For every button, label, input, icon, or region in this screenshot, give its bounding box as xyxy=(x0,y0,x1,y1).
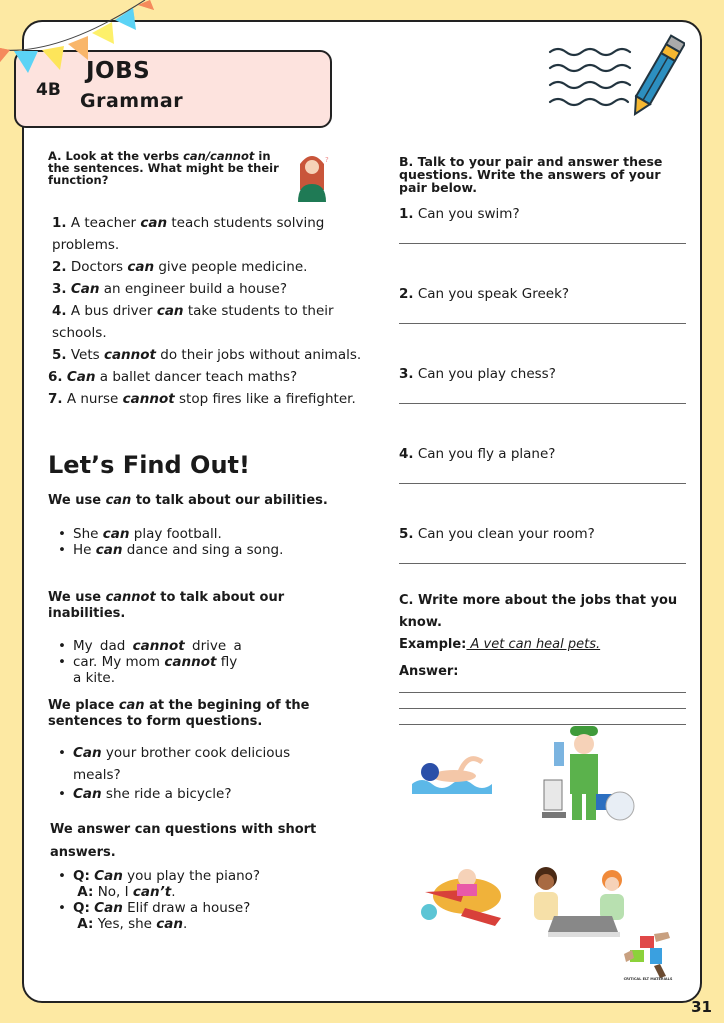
section-c-instruction: C. Write more about the jobs that you know. xyxy=(399,593,678,630)
c-answer-line-1[interactable] xyxy=(399,692,686,693)
example-item: • Can she ride a bicycle? xyxy=(58,786,308,802)
sentence-item: 1. A teacher can teach students solving problems. xyxy=(52,215,325,253)
qa-item: • Q: Can Elif draw a house? A: Yes, she can. xyxy=(58,900,368,932)
example-item-continued: a kite. xyxy=(73,670,116,686)
answer-line-2[interactable] xyxy=(399,323,686,324)
cleaner-illustration xyxy=(540,722,636,824)
sentence-item: 2. Doctors can give people medicine. xyxy=(52,259,308,275)
pencil-writing-icon xyxy=(545,30,685,122)
question-item: 1. Can you swim? xyxy=(399,206,520,222)
answer-line-5[interactable] xyxy=(399,563,686,564)
sentence-item: 6. Can a ballet dancer teach maths? xyxy=(48,369,298,385)
page-subtitle: Grammar xyxy=(80,90,184,112)
question-item: 4. Can you fly a plane? xyxy=(399,446,556,462)
question-item: 2. Can you speak Greek? xyxy=(399,286,570,302)
kids-playing-chess-illustration xyxy=(528,866,638,938)
answer-line-4[interactable] xyxy=(399,483,686,484)
answer-label: Answer: xyxy=(399,664,459,679)
instruction-text: A. Look at the verbs xyxy=(48,149,184,163)
sentence-item: 3. Can an engineer build a house? xyxy=(52,281,287,297)
qa-item: • Q: Can you play the piano? A: No, I can’t. xyxy=(58,868,368,900)
answer-line-1[interactable] xyxy=(399,243,686,244)
c-answer-line-2[interactable] xyxy=(399,708,686,709)
sentence-list xyxy=(48,212,368,410)
inabilities-examples xyxy=(58,638,368,686)
example-item: • Can your brother cook delicious meals? xyxy=(58,742,308,786)
example-item: • He can dance and sing a song. xyxy=(58,542,368,558)
puzzle-hands-logo xyxy=(620,932,676,982)
svg-text:?: ? xyxy=(325,156,329,164)
rule-short-answers: We answer can questions with short answers. xyxy=(50,822,317,860)
left-column xyxy=(48,150,368,932)
rule-questions: We place can at the begining of the sentences to form questions. xyxy=(48,698,310,729)
question-examples xyxy=(58,742,308,802)
sentence-item: 5. Vets cannot do their jobs without animals. xyxy=(52,347,362,363)
example-line: Example: A vet can heal pets. xyxy=(399,637,601,652)
question-item: 5. Can you clean your room? xyxy=(399,526,595,542)
instruction-emph: can/cannot xyxy=(183,149,255,163)
thinking-girl-illustration xyxy=(292,152,332,202)
right-column xyxy=(399,155,686,725)
example-item: • She can play football. xyxy=(58,526,368,542)
sentence-item: 4. A bus driver can take students to their schools. xyxy=(52,303,334,341)
lets-find-out-heading: Let’s Find Out! xyxy=(48,451,250,479)
page-title: JOBS xyxy=(86,58,151,84)
logo-text: CRITICAL ELT MATERIALS xyxy=(623,977,673,981)
page-number: 31 xyxy=(691,998,712,1016)
section-a-instruction xyxy=(48,150,286,186)
abilities-examples xyxy=(58,526,368,558)
rule-abilities: We use can to talk about our abilities. xyxy=(48,493,328,508)
instruction-text: in the sentences. What might be their function? xyxy=(48,149,279,187)
rule-inabilities: We use cannot to talk about our inabilities. xyxy=(48,590,285,621)
answer-line-3[interactable] xyxy=(399,403,686,404)
pilot-plane-illustration xyxy=(415,862,507,930)
example-item: • car. My mom cannot fly xyxy=(58,654,368,670)
short-answer-examples xyxy=(58,868,368,932)
sentence-item: 7. A nurse cannot stop fires like a firefighter. xyxy=(48,391,356,407)
section-b-instruction: B. Talk to your pair and answer these questions. Write the answers of your pair below. xyxy=(399,154,663,195)
question-item: 3. Can you play chess? xyxy=(399,366,556,382)
unit-label: 4B xyxy=(36,80,61,100)
example-item: • My dad cannot drive a xyxy=(58,638,368,654)
swimmer-illustration xyxy=(410,748,494,798)
